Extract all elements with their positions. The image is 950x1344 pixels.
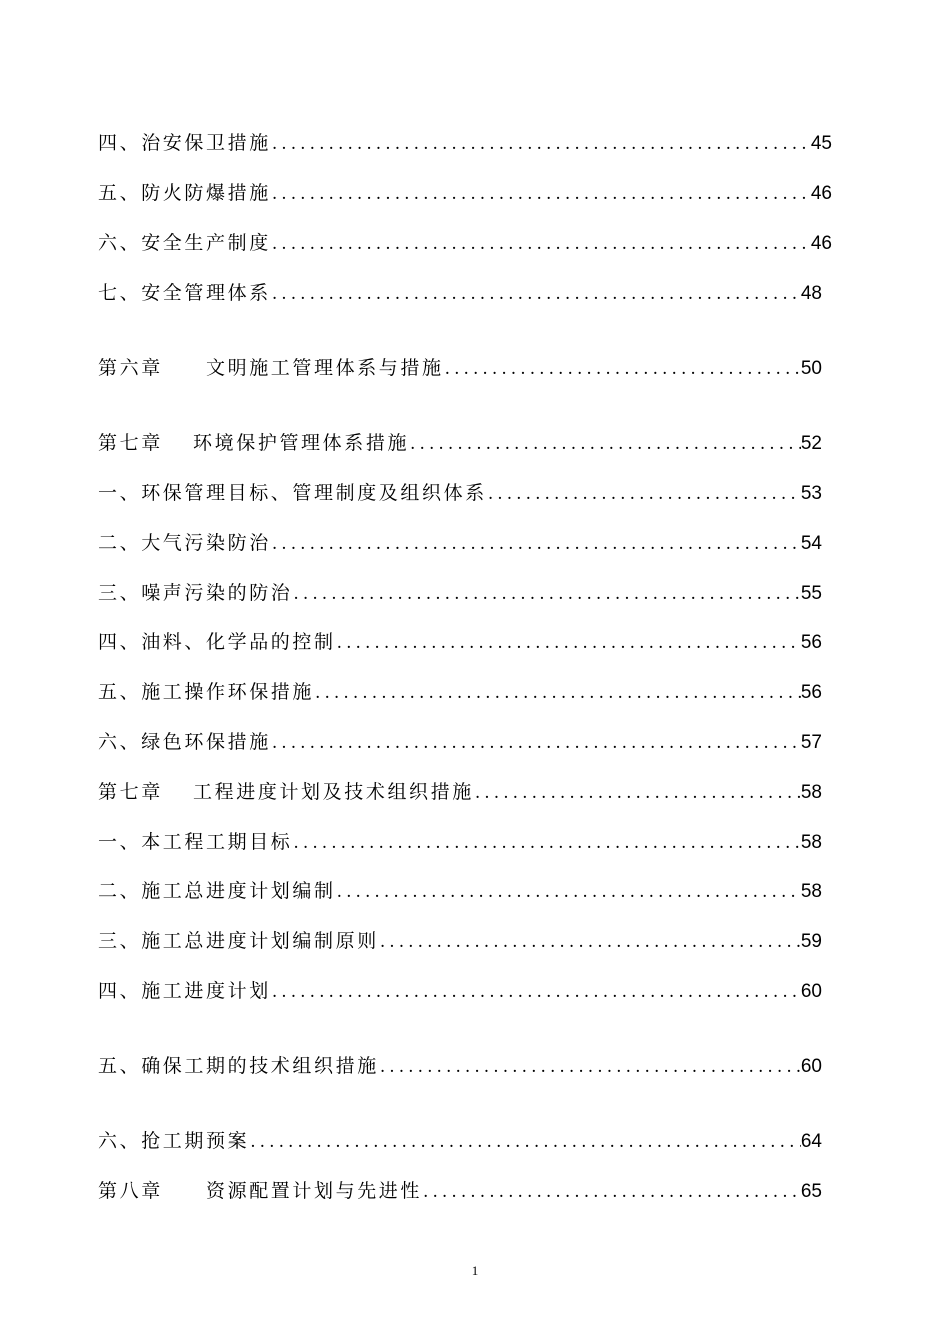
toc-entry-page: 52: [800, 433, 822, 454]
toc-entry-title: 第八章 资源配置计划与先进性: [98, 1180, 423, 1202]
toc-entry-title: 五、防火防爆措施: [98, 182, 271, 204]
toc-entry-page: 58: [800, 881, 822, 902]
toc-entry-title: 四、施工进度计划: [98, 980, 271, 1002]
toc-leader-dots: [488, 480, 801, 508]
toc-entry-title: 五、确保工期的技术组织措施: [98, 1055, 379, 1077]
toc-entry-title: 第七章 工程进度计划及技术组织措施: [98, 781, 474, 803]
toc-entry[interactable]: [98, 828, 822, 856]
toc-entry[interactable]: [98, 179, 832, 207]
toc-entry[interactable]: [98, 628, 822, 656]
toc-entry-title: 四、油料、化学品的控制: [98, 631, 336, 653]
toc-entry[interactable]: [98, 579, 822, 607]
toc-entry[interactable]: [98, 429, 822, 457]
page-number: 1: [471, 1263, 479, 1278]
toc-entry-page: 46: [810, 233, 832, 254]
toc-entry-page: 58: [800, 832, 822, 853]
toc-leader-dots: [250, 1128, 801, 1156]
toc-leader-dots: [380, 928, 801, 956]
toc-entry-title: 六、抢工期预案: [98, 1130, 250, 1152]
toc-leader-dots: [272, 230, 811, 258]
toc-leader-dots: [380, 1053, 801, 1081]
toc-entry[interactable]: [98, 354, 822, 382]
toc-entry[interactable]: [98, 1177, 822, 1205]
toc-leader-dots: [272, 729, 801, 757]
toc-entry-page: 48: [800, 283, 822, 304]
toc-leader-dots: [315, 679, 801, 707]
toc-entry-page: 65: [800, 1181, 822, 1202]
toc-leader-dots: [410, 430, 801, 458]
toc-entry[interactable]: [98, 279, 822, 307]
toc-leader-dots: [272, 280, 801, 308]
toc-entry-page: 60: [800, 1056, 822, 1077]
toc-entry[interactable]: [98, 1052, 822, 1080]
toc-entry-page: 55: [800, 583, 822, 604]
toc-leader-dots: [272, 180, 811, 208]
toc-entry[interactable]: [98, 778, 822, 806]
toc-entry-page: 54: [800, 533, 822, 554]
toc-entry[interactable]: [98, 977, 822, 1005]
toc-entry[interactable]: [98, 678, 822, 706]
toc-entry-title: 第七章 环境保护管理体系措施: [98, 432, 410, 454]
toc-entry-title: 三、噪声污染的防治: [98, 582, 293, 604]
toc-entry-title: 三、施工总进度计划编制原则: [98, 930, 379, 952]
toc-entry-title: 五、施工操作环保措施: [98, 681, 315, 703]
toc-entry[interactable]: [98, 129, 832, 157]
toc-entry-title: 二、大气污染防治: [98, 532, 271, 554]
toc-leader-dots: [423, 1178, 801, 1206]
toc-entry[interactable]: [98, 529, 822, 557]
toc-entry-page: 53: [800, 483, 822, 504]
toc-entry-title: 六、绿色环保措施: [98, 731, 271, 753]
toc-entry-title: 一、环保管理目标、管理制度及组织体系: [98, 482, 487, 504]
toc-entry[interactable]: [98, 728, 822, 756]
toc-leader-dots: [293, 829, 800, 857]
toc-leader-dots: [272, 978, 801, 1006]
toc-entry-page: 46: [810, 183, 832, 204]
toc-entry-title: 二、施工总进度计划编制: [98, 880, 336, 902]
toc-entry-page: 50: [800, 358, 822, 379]
toc-entry-page: 64: [800, 1131, 822, 1152]
toc-entry-page: 56: [800, 682, 822, 703]
toc-entry-title: 六、安全生产制度: [98, 232, 271, 254]
toc-leader-dots: [445, 355, 801, 383]
toc-entry-page: 60: [800, 981, 822, 1002]
toc-entry-title: 七、安全管理体系: [98, 282, 271, 304]
toc-entry-title: 第六章 文明施工管理体系与措施: [98, 357, 444, 379]
toc-entry-page: 57: [800, 732, 822, 753]
toc-entry-title: 四、治安保卫措施: [98, 132, 271, 154]
toc-entry-title: 一、本工程工期目标: [98, 831, 293, 853]
toc-entry[interactable]: [98, 877, 822, 905]
toc-entry[interactable]: [98, 927, 822, 955]
toc-leader-dots: [475, 779, 801, 807]
toc-entry-page: 56: [800, 632, 822, 653]
toc-leader-dots: [293, 580, 800, 608]
toc-entry-page: 58: [800, 782, 822, 803]
toc-leader-dots: [337, 629, 801, 657]
toc-leader-dots: [272, 530, 801, 558]
toc-entry-page: 45: [810, 133, 832, 154]
toc-entry-page: 59: [800, 931, 822, 952]
toc-leader-dots: [337, 878, 801, 906]
toc-entry[interactable]: [98, 479, 822, 507]
toc-entry[interactable]: [98, 229, 832, 257]
toc-leader-dots: [272, 130, 811, 158]
toc-entry[interactable]: [98, 1127, 822, 1155]
